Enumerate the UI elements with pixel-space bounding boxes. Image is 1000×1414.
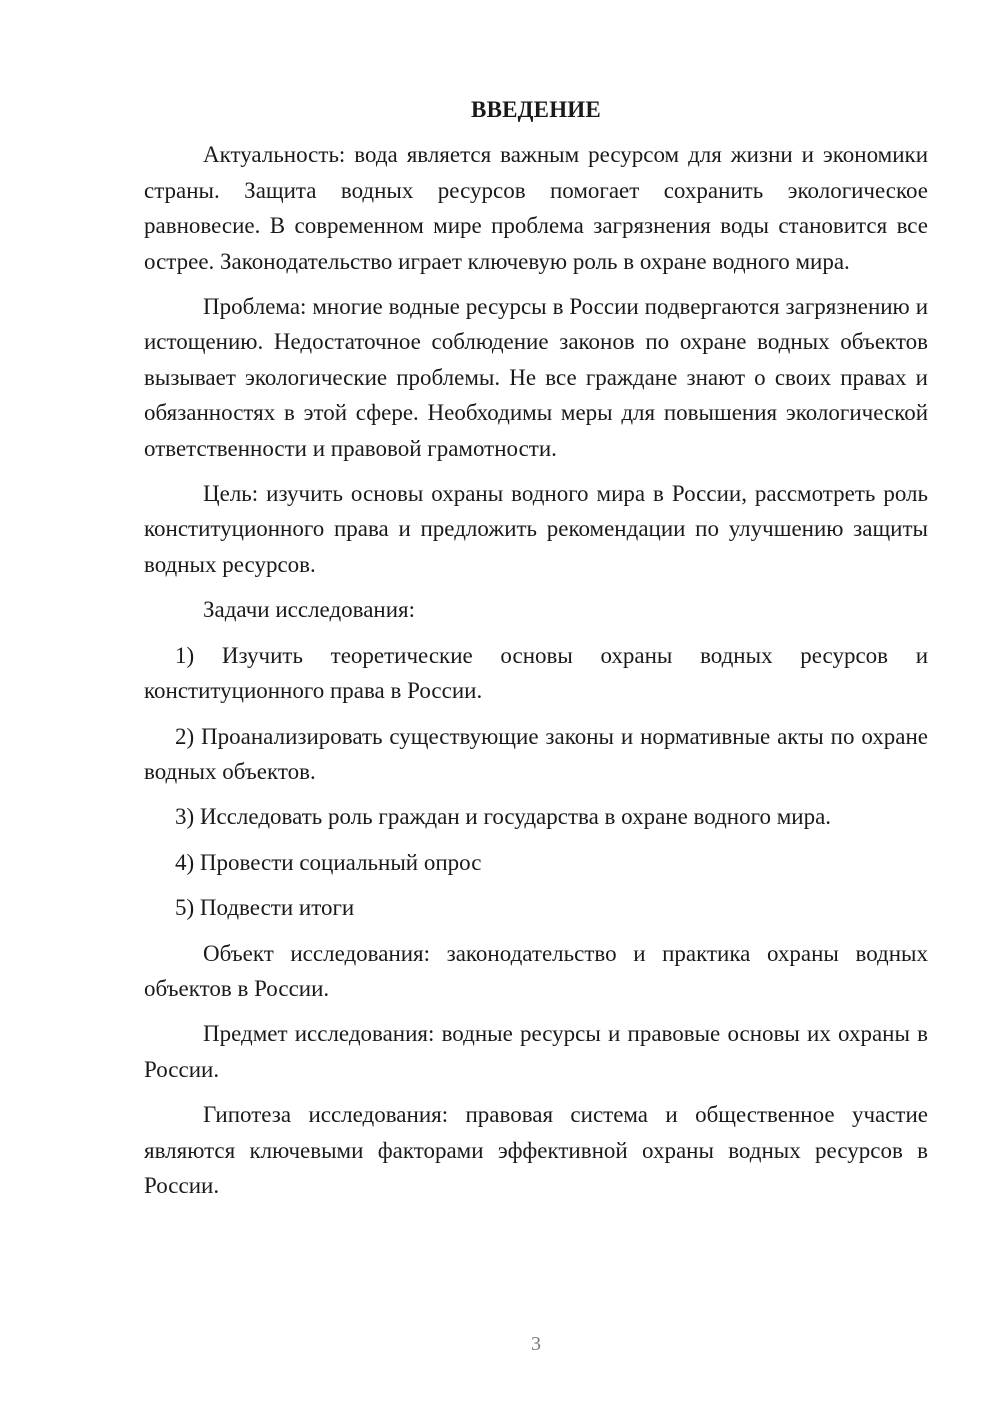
paragraph-subject: Предмет исследования: водные ресурсы и правовые основы их охраны в России. [144,1021,928,1082]
task-item-1: 1) Изучить теоретические основы охраны водных ресурсов и конституционного права в России. [144,642,928,704]
page-content [144,92,928,1213]
page-number: 3 [531,1333,541,1355]
paragraph-goal: Цель: изучить основы охраны водного мира в России, рассмотреть роль конституционного права и предложить рекомендации по улучшению защиты водных ресурсов. [144,481,928,577]
task-item-2: 2) Проанализировать существующие законы и нормативные акты по охране водных объектов. [144,723,928,784]
tasks-heading: Задачи исследования: [203,597,416,623]
section-title: ВВЕДЕНИЕ [471,97,601,122]
paragraph-problem: Проблема: многие водные ресурсы в России подвергаются загрязнению и истощению. Недостаточное соблюдение законов по охране водных объектов вызывает экологические проблемы. Не все граждане знают о своих правах и обязанностях в этой сфере. Необходимы меры для повышения экологической ответственности и правовой грамотности. [144,294,928,461]
task-item-3: 3) Исследовать роль граждан и государства в охране водного мира. [175,804,832,830]
paragraph-relevance: Актуальность: вода является важным ресурсом для жизни и экономики страны. Защита водных ресурсов помогает сохранить экологическое равновесие. В современном мире проблема загрязнения воды становится все острее. Законодательство играет ключевую роль в охране водного мира. [144,142,928,274]
paragraph-hypothesis: Гипотеза исследования: правовая система и общественное участие являются ключевыми факторами эффективной охраны водных ресурсов в России. [144,1102,928,1198]
paragraph-object: Объект исследования: законодательство и практика охраны водных объектов в России. [144,940,928,1001]
task-item-4: 4) Провести социальный опрос [175,849,482,875]
task-item-5: 5) Подвести итоги [175,895,355,921]
